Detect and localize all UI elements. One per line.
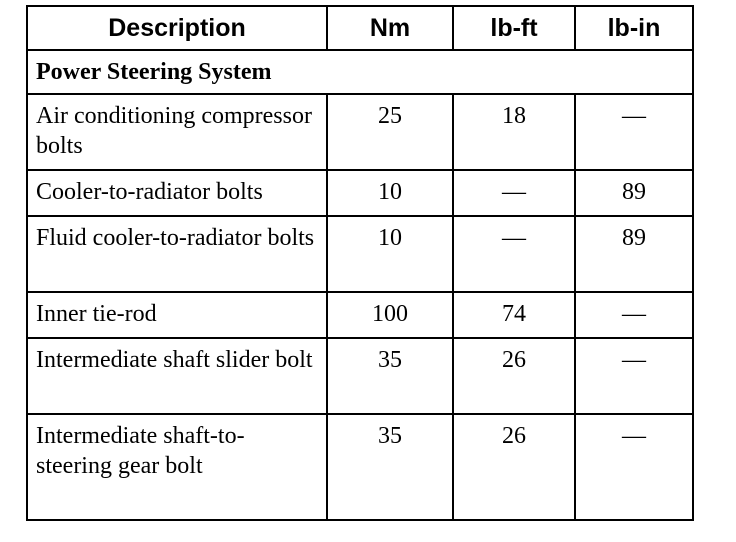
row-description: Cooler-to-radiator bolts: [27, 170, 327, 216]
row-nm: 35: [327, 414, 453, 520]
header-lbin: lb-in: [575, 6, 693, 50]
row-lbin: 89: [575, 216, 693, 292]
header-description: Description: [27, 6, 327, 50]
row-lbin: —: [575, 94, 693, 170]
header-lbft: lb-ft: [453, 6, 575, 50]
row-lbft: —: [453, 170, 575, 216]
section-title: Power Steering System: [27, 50, 693, 94]
row-nm: 35: [327, 338, 453, 414]
header-nm: Nm: [327, 6, 453, 50]
row-description: Intermediate shaft slider bolt: [27, 338, 327, 414]
table-row: [27, 292, 693, 338]
row-lbft: 26: [453, 338, 575, 414]
section-row: [27, 50, 693, 94]
row-description: Air conditioning compressor bolts: [27, 94, 327, 170]
row-lbin: —: [575, 292, 693, 338]
row-nm: 10: [327, 170, 453, 216]
row-description: Inner tie-rod: [27, 292, 327, 338]
table-row: [27, 94, 693, 170]
row-lbft: 26: [453, 414, 575, 520]
torque-spec-table: [26, 5, 694, 521]
row-lbin: 89: [575, 170, 693, 216]
table-row: [27, 338, 693, 414]
table-row: [27, 216, 693, 292]
row-lbft: 74: [453, 292, 575, 338]
row-nm: 10: [327, 216, 453, 292]
row-lbft: 18: [453, 94, 575, 170]
table-row: [27, 414, 693, 520]
table-header-row: [27, 6, 693, 50]
row-nm: 25: [327, 94, 453, 170]
row-lbft: —: [453, 216, 575, 292]
row-nm: 100: [327, 292, 453, 338]
row-description: Intermediate shaft-to-steering gear bolt: [27, 414, 327, 520]
row-lbin: —: [575, 338, 693, 414]
row-lbin: —: [575, 414, 693, 520]
row-description: Fluid cooler-to-radiator bolts: [27, 216, 327, 292]
table-row: [27, 170, 693, 216]
